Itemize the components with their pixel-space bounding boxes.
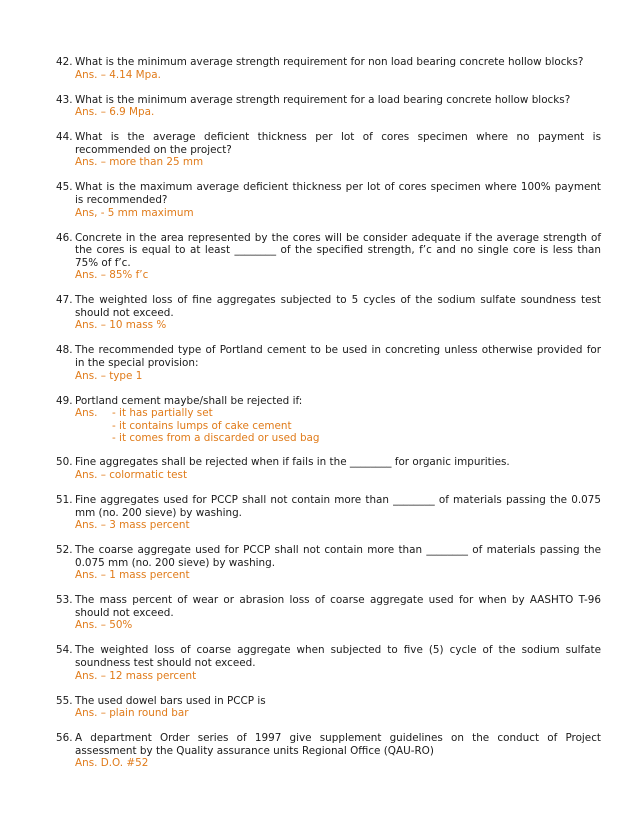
question-item (56, 294, 601, 332)
question-number: 52. (56, 544, 73, 557)
answer-text: Ans. – 1 mass percent (75, 569, 190, 582)
question-number: 56. (56, 732, 73, 745)
question-item (56, 695, 601, 720)
answer-text: Ans. – 6.9 Mpa. (75, 106, 155, 119)
answer-text: Ans. – 12 mass percent (75, 669, 197, 682)
question-number: 47. (56, 294, 73, 307)
answer-text: Ans. D.O. #52 (75, 757, 149, 770)
answer-block (75, 407, 601, 445)
question-item (56, 56, 601, 81)
answer-text: Ans. – 3 mass percent (75, 519, 190, 532)
question-number: 51. (56, 493, 73, 506)
question-text: What is the minimum average strength requirement for non load bearing concrete hollow blocks? (75, 56, 584, 68)
question-text: The used dowel bars used in PCCP is (75, 694, 266, 707)
question-item (56, 594, 601, 632)
question-text: What is the maximum average deficient thickness per lot of cores specimen where 100% payment is recommended? (75, 181, 601, 206)
question-number: 45. (56, 181, 73, 194)
question-item (56, 344, 601, 382)
answer-label: Ans. (75, 407, 98, 420)
answer-text: Ans. – type 1 (75, 369, 143, 382)
question-item (56, 644, 601, 682)
question-item (56, 131, 601, 169)
answer-line: - it comes from a discarded or used bag (112, 432, 320, 445)
question-text: Portland cement maybe/shall be rejected if: (75, 394, 303, 407)
question-number: 49. (56, 394, 73, 407)
answer-text: Ans. – 50% (75, 619, 133, 632)
question-item (56, 232, 601, 282)
question-item (56, 181, 601, 219)
question-item (56, 544, 601, 582)
question-text: What is the minimum average strength requirement for a load bearing concrete hollow blocks? (75, 93, 571, 106)
question-number: 42. (56, 56, 73, 68)
question-text: The recommended type of Portland cement to be used in concreting unless otherwise provided for in the special provision: (75, 344, 601, 370)
answer-line: - it has partially set (112, 407, 213, 420)
question-item (56, 732, 601, 770)
question-text: The weighted loss of coarse aggregate when subjected to five (5) cycle of the sodium sulfate soundness test should not exceed. (75, 644, 601, 670)
answer-text: Ans. – more than 25 mm (75, 156, 204, 169)
question-item (56, 94, 601, 119)
question-text: The mass percent of wear or abrasion loss of coarse aggregate used for when by AASHTO T-96 should not exceed. (75, 594, 601, 619)
question-text: What is the average deficient thickness per lot of cores specimen where no payment is recommended on the project? (75, 131, 601, 156)
question-text: The weighted loss of fine aggregates subjected to 5 cycles of the sodium sulfate soundness test should not exceed. (75, 294, 601, 319)
answer-text: Ans, - 5 mm maximum (75, 206, 194, 219)
question-text: A department Order series of 1997 give supplement guidelines on the conduct of Project assessment by the Quality assurance units Regional Office (QAU-RO) (75, 732, 601, 757)
question-list (56, 56, 601, 782)
question-number: 55. (56, 694, 73, 707)
question-number: 53. (56, 594, 73, 607)
answer-text: Ans. – 10 mass % (75, 319, 167, 332)
question-number: 48. (56, 344, 73, 357)
answer-line: - it contains lumps of cake cement (112, 419, 292, 432)
answer-lines (112, 407, 601, 445)
question-number: 44. (56, 131, 73, 144)
question-text: Fine aggregates used for PCCP shall not contain more than ________ of materials passing the 0.075 mm (no. 200 sieve) by washing. (75, 493, 601, 519)
answer-text: Ans. – 85% f’c (75, 269, 149, 282)
question-text: Fine aggregates shall be rejected when if fails in the ________ for organic impurities. (75, 456, 510, 469)
question-text: Concrete in the area represented by the cores will be consider adequate if the average strength of the cores is equal to at least ________ of the specified strength, f’c and no single core is less than 75% of f’c. (75, 231, 601, 269)
question-item (56, 395, 601, 445)
question-text: The coarse aggregate used for PCCP shall not contain more than ________ of materials passing the 0.075 mm (no. 200 sieve) by washing. (75, 544, 601, 569)
question-number: 54. (56, 644, 73, 657)
question-item (56, 456, 601, 481)
question-number: 50. (56, 456, 73, 469)
question-item (56, 494, 601, 532)
answer-text: Ans. – colormatic test (75, 468, 188, 481)
question-number: 43. (56, 93, 73, 106)
answer-text: Ans. – 4.14 Mpa. (75, 68, 161, 81)
answer-text: Ans. – plain round bar (75, 707, 189, 720)
question-number: 46. (56, 231, 73, 244)
